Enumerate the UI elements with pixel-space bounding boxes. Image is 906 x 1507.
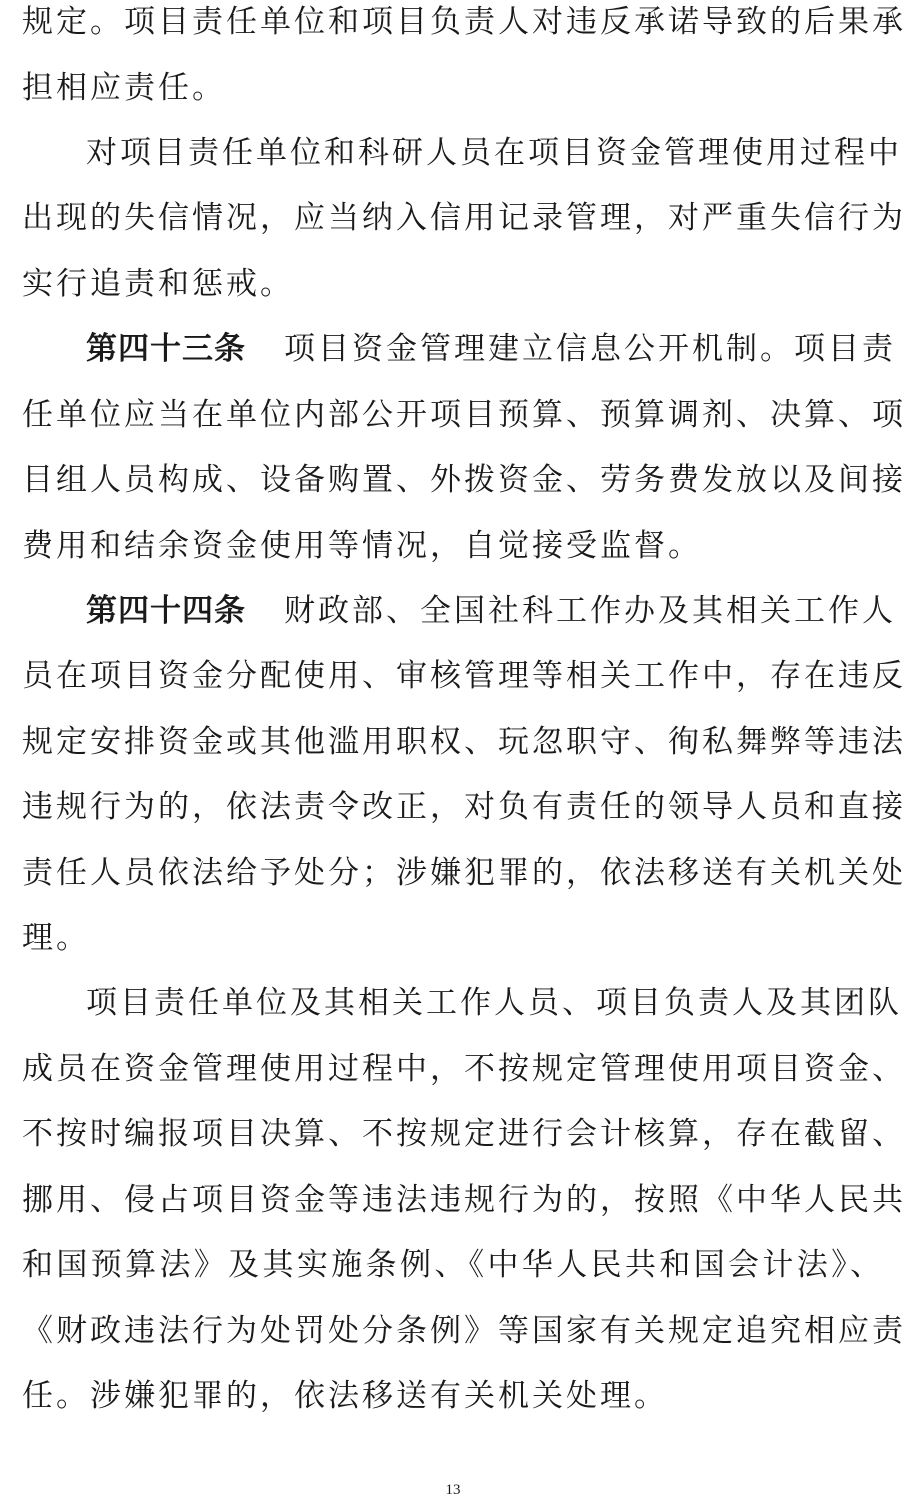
article-43-title: 第四十三条	[86, 331, 246, 367]
article-43-first-line	[86, 327, 896, 371]
text-line: 理。	[22, 920, 90, 956]
text-line: 规定安排资金或其他滥用职权、玩忽职守、徇私舞弊等违法	[22, 724, 906, 760]
text-line: 任单位应当在单位内部公开项目预算、预算调剂、决算、项	[22, 397, 906, 433]
article-43-text: 项目资金管理建立信息公开机制。项目责	[284, 331, 896, 367]
article-44-first-line	[86, 589, 896, 633]
text-line: 实行追责和惩戒。	[22, 266, 294, 302]
article-44-text: 财政部、全国社科工作办及其相关工作人	[284, 593, 896, 629]
text-line: 不按时编报项目决算、不按规定进行会计核算，存在截留、	[22, 1116, 906, 1152]
text-line: 出现的失信情况，应当纳入信用记录管理，对严重失信行为	[22, 200, 906, 236]
text-line: 员在项目资金分配使用、审核管理等相关工作中，存在违反	[22, 658, 906, 694]
text-line: 责任人员依法给予处分；涉嫌犯罪的，依法移送有关机关处	[22, 855, 906, 891]
text-line: 目组人员构成、设备购置、外拨资金、劳务费发放以及间接	[22, 462, 906, 498]
text-line: 担相应责任。	[22, 70, 226, 106]
text-line: 《财政违法行为处罚处分条例》等国家有关规定追究相应责	[22, 1313, 906, 1349]
text-line: 成员在资金管理使用过程中，不按规定管理使用项目资金、	[22, 1051, 906, 1087]
text-line: 任。涉嫌犯罪的，依法移送有关机关处理。	[22, 1378, 668, 1414]
text-line: 对项目责任单位和科研人员在项目资金管理使用过程中	[86, 135, 902, 171]
text-line: 项目责任单位及其相关工作人员、项目负责人及其团队	[86, 985, 902, 1021]
text-line: 和国预算法》及其实施条例、《中华人民共和国会计法》、	[22, 1247, 884, 1283]
text-line: 挪用、侵占项目资金等违法违规行为的，按照《中华人民共	[22, 1182, 906, 1218]
page-number: 13	[445, 1482, 461, 1498]
text-line: 违规行为的，依法责令改正，对负有责任的领导人员和直接	[22, 789, 906, 825]
article-44-title: 第四十四条	[86, 593, 246, 629]
text-line: 费用和结余资金使用等情况，自觉接受监督。	[22, 528, 702, 564]
text-line: 规定。项目责任单位和项目负责人对违反承诺导致的后果承	[22, 4, 906, 40]
